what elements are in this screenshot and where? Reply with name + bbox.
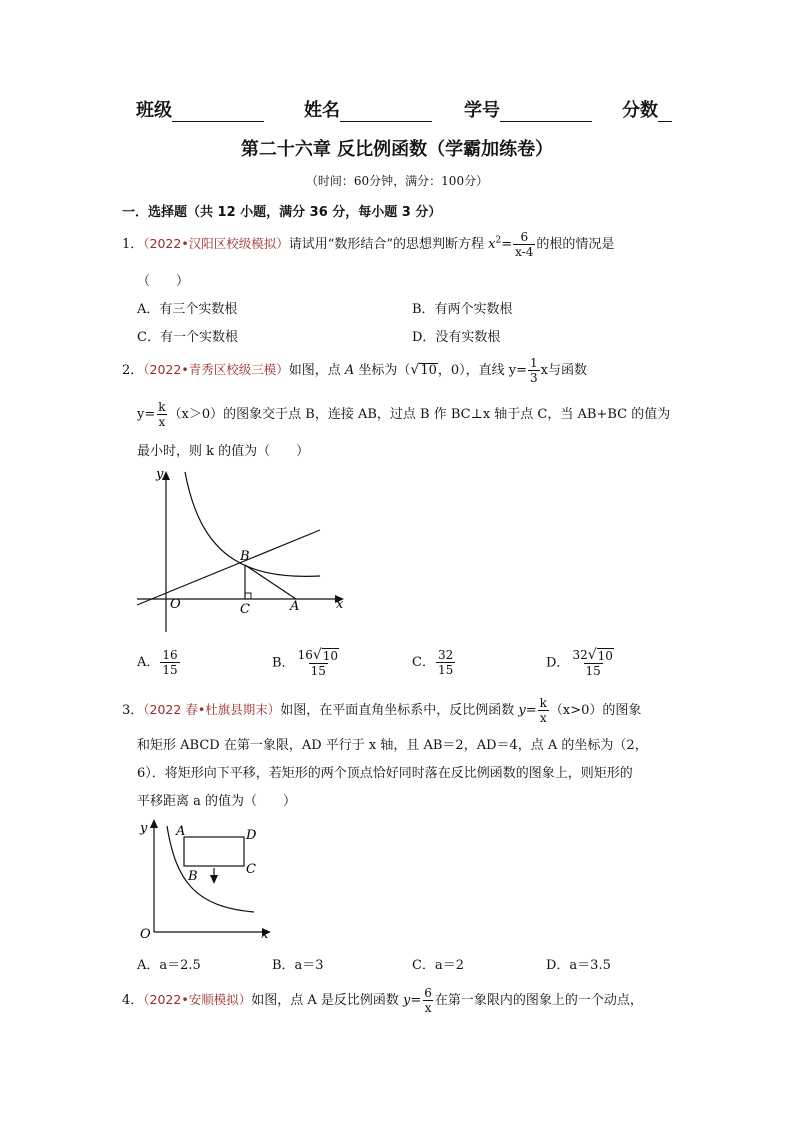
q3-y-arrow-icon	[150, 819, 158, 828]
q3-option-a[interactable]: A．a＝2.5	[137, 958, 201, 973]
q3-graph	[136, 812, 281, 944]
q1-option-a[interactable]: A．有三个实数根	[137, 302, 238, 317]
q2-label-o: O	[170, 597, 181, 612]
q2-option-a-frac	[160, 648, 179, 677]
q3-option-c[interactable]: C．a＝2	[412, 958, 464, 973]
q3-fn-fraction	[538, 696, 549, 725]
q2-ab-segment	[245, 565, 296, 599]
q2-sqrt	[410, 363, 437, 378]
q3-line-4: 平移距离 a 的值为（ ）	[137, 794, 297, 809]
score-field	[622, 96, 672, 122]
q2-fn-num: k	[158, 400, 166, 414]
q2-option-d[interactable]	[546, 648, 617, 678]
q3-text-2: （x>0）的图象	[549, 703, 642, 718]
q2-option-d-letter: D．	[546, 655, 570, 671]
section-heading: 一．选择题（共 12 小题，满分 36 分，每小题 3 分）	[122, 205, 442, 220]
q2-option-b-num: 16	[297, 648, 313, 662]
q3-fn-lhs: y=	[518, 703, 537, 718]
q3-option-b[interactable]: B．a＝3	[272, 958, 324, 973]
question-2	[122, 356, 587, 385]
q2-text-4: 与函数	[548, 363, 588, 378]
q3-number: 3．	[122, 703, 144, 718]
q2-option-b-sqrt: 10	[322, 649, 339, 663]
q2-source: （2022•青秀区校级三模）	[143, 362, 289, 377]
q1-option-c[interactable]: C．有一个实数根	[137, 330, 238, 345]
name-label: 姓名	[304, 100, 340, 121]
q2-text-2: 坐标为（	[354, 363, 411, 378]
q3-text-1: 如图，在平面直角坐标系中，反比例函数	[280, 703, 519, 718]
q1-eq-sign: =	[501, 237, 513, 252]
class-label: 班级	[136, 100, 172, 121]
id-blank[interactable]	[500, 101, 592, 122]
q1-answer-paren: （ ）	[137, 274, 190, 289]
q3-fn-den: x	[539, 711, 547, 725]
q2-option-b-letter: B．	[272, 655, 295, 671]
q3-label-c: C	[246, 862, 256, 877]
q3-source: （2022 春•杜旗县期末）	[143, 702, 281, 717]
q2-option-d-frac	[570, 648, 615, 678]
q1-number: 1．	[122, 237, 144, 252]
q2-text-3: ，0），直线	[437, 363, 509, 378]
q2-line-fraction	[528, 356, 540, 385]
sqrt-icon: √	[587, 647, 597, 663]
q4-fn-den: x	[424, 1001, 432, 1015]
q4-number: 4．	[122, 993, 144, 1008]
q2-line-den: 3	[530, 371, 538, 385]
q2-option-c[interactable]	[412, 648, 456, 677]
q2-fn-lhs: y=	[137, 407, 156, 422]
q2-option-a-den: 15	[162, 663, 178, 677]
q4-fn-num: 6	[424, 986, 432, 1000]
question-4	[122, 986, 643, 1015]
right-angle-icon	[245, 593, 251, 599]
q3-label-x: x	[261, 927, 269, 942]
sqrt-icon: √	[312, 647, 322, 663]
name-blank[interactable]	[340, 101, 432, 122]
q4-fn-lhs: y=	[403, 993, 422, 1008]
q2-option-b-frac	[296, 648, 341, 678]
q2-line	[137, 530, 320, 605]
q3-label-d: D	[246, 828, 257, 843]
q2-hyperbola	[185, 472, 320, 576]
q1-text: 请试用“数形结合”的思想判断方程	[288, 237, 489, 252]
q1-source: （2022•汉阳区校级模拟）	[143, 236, 289, 251]
q3-line-3: 6）．将矩形向下平移，若矩形的两个顶点恰好同时落在反比例函数的图象上，则矩形的	[137, 766, 633, 781]
page-title: 第二十六章 反比例函数（学霸加练卷）	[240, 139, 554, 160]
q2-label-c: C	[240, 602, 250, 617]
q4-source: （2022•安顺模拟）	[143, 992, 252, 1007]
q4-text-1: 如图，点 A 是反比例函数	[251, 993, 404, 1008]
q3-option-d[interactable]: D．a＝3.5	[546, 958, 611, 973]
q2-line-var: x	[540, 363, 548, 378]
q2-fn-fraction	[156, 400, 167, 429]
q2-line-3: 最小时，则 k 的值为（ ）	[137, 444, 310, 459]
q3-label-y: y	[140, 821, 148, 836]
name-field	[304, 96, 432, 122]
class-field	[136, 96, 264, 122]
q2-point-a: A	[344, 363, 355, 378]
q2-label-b: B	[240, 549, 250, 564]
q2-text-5: 的图象交于点 B，连接 AB，过点 B 作 BC⊥x 轴于点 C，当 AB+BC 的值为	[223, 407, 671, 422]
q1-text-after: 的根的情况是	[536, 237, 615, 252]
page-subtitle: （时间：60分钟，满分：100分）	[305, 174, 489, 188]
down-arrow-icon	[210, 875, 218, 884]
q3-label-o: O	[140, 927, 151, 942]
q2-option-c-frac	[436, 648, 455, 677]
q2-option-d-sqrt: 10	[597, 649, 613, 663]
q1-frac-num: 6	[520, 230, 529, 244]
q4-text-2: 在第一象限内的图象上的一个动点，	[434, 993, 643, 1008]
q2-option-a-letter: A．	[137, 655, 160, 670]
q2-fn-den: x	[158, 415, 166, 429]
q3-fn-num: k	[539, 696, 547, 710]
q2-number: 2．	[122, 363, 144, 378]
class-blank[interactable]	[172, 101, 264, 122]
q2-line-lhs: y=	[508, 363, 528, 378]
q2-sqrt-value: 10	[420, 363, 437, 378]
id-field	[464, 96, 592, 122]
q2-option-c-letter: C．	[412, 655, 435, 670]
q1-option-b[interactable]: B．有两个实数根	[412, 302, 513, 317]
q2-option-d-den: 15	[585, 664, 601, 678]
q2-option-b[interactable]	[272, 648, 342, 678]
q2-graph	[130, 462, 355, 634]
q2-option-b-den: 15	[310, 664, 326, 678]
q1-eq-exp: 2	[495, 235, 502, 246]
q2-option-a-num: 16	[162, 648, 178, 662]
q1-fraction	[513, 230, 535, 259]
q3-label-a: A	[176, 824, 186, 839]
score-blank[interactable]	[658, 101, 672, 122]
q2-label-y: y	[156, 467, 164, 482]
q2-line-2	[137, 400, 670, 429]
q2-option-d-num: 32	[572, 648, 588, 662]
question-1	[122, 230, 614, 259]
id-label: 学号	[464, 100, 500, 121]
q2-option-a[interactable]	[137, 648, 181, 677]
q1-frac-den: x-4	[515, 245, 534, 259]
question-3	[122, 696, 641, 725]
q2-text-1: 如图，点	[288, 363, 345, 378]
q3-label-b: B	[188, 869, 198, 884]
q3-rectangle	[184, 837, 244, 866]
q2-option-c-num: 32	[437, 648, 454, 662]
sqrt-icon: √	[410, 362, 420, 378]
q1-option-d[interactable]: D．没有实数根	[412, 330, 501, 345]
q4-fn-fraction	[422, 986, 434, 1015]
q1-eq-var: x	[488, 237, 496, 252]
q2-label-x: x	[336, 597, 344, 612]
q2-label-a: A	[290, 599, 300, 614]
q2-fn-cond: （x＞0）	[168, 407, 224, 422]
score-label: 分数	[622, 100, 658, 121]
q3-line-2: 和矩形 ABCD 在第一象限，AD 平行于 x 轴，且 AB＝2，AD＝4，点 A 的坐标为（2，	[137, 738, 648, 753]
q2-line-num: 1	[530, 356, 538, 370]
q2-option-c-den: 15	[437, 663, 454, 677]
